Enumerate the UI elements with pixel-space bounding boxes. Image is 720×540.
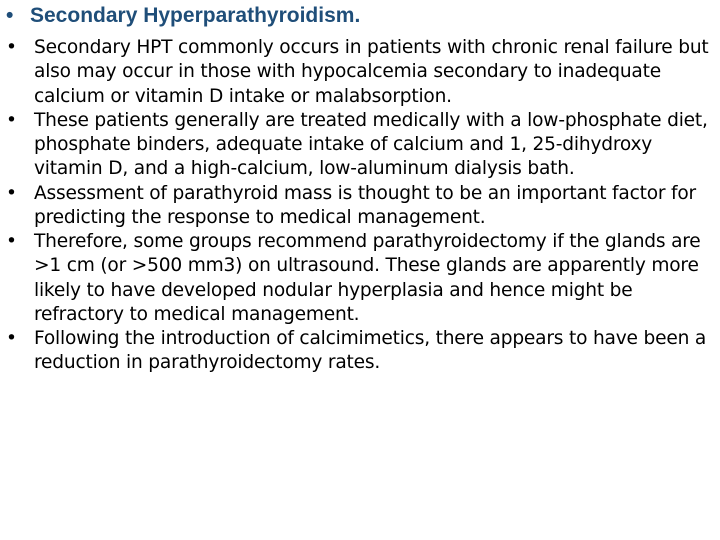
bullet-item xyxy=(6,182,712,231)
bullet-item xyxy=(6,109,712,182)
slide-title-row xyxy=(6,2,360,30)
bullet-icon: • xyxy=(6,328,17,349)
bullet-item xyxy=(6,327,712,376)
bullet-icon: • xyxy=(6,231,17,252)
bullet-text: Assessment of parathyroid mass is thought to be an important factor for predicting the response to medical management. xyxy=(34,182,697,228)
bullet-text: Secondary HPT commonly occurs in patients with chronic renal failure but also may occur in those with hypocalcemia secondary to inadequate calcium or vitamin D intake or malabsorption. xyxy=(34,37,709,107)
bullet-icon: • xyxy=(6,4,14,27)
bullet-text: Therefore, some groups recommend parathyroidectomy if the glands are >1 cm (or >500 mm3) on ultrasound. These glands are apparently more likely to have developed nodular hyperplasia and hence might be refractory to medical management. xyxy=(34,231,701,325)
slide-title: Secondary Hyperparathyroidism. xyxy=(30,4,361,27)
bullet-item xyxy=(6,36,712,109)
bullet-text: These patients generally are treated medically with a low-phosphate diet, phosphate binders, adequate intake of calcium and 1, 25-dihydroxy vitamin D, and a high-calcium, low-aluminum dialysis bath. xyxy=(34,109,708,180)
bullet-list xyxy=(6,36,712,376)
bullet-icon: • xyxy=(6,37,17,58)
bullet-icon: • xyxy=(6,182,17,204)
bullet-item xyxy=(6,230,712,327)
bullet-icon: • xyxy=(6,109,17,131)
bullet-text: Following the introduction of calcimimetics, there appears to have been a reduction in parathyroidectomy rates. xyxy=(34,328,707,374)
